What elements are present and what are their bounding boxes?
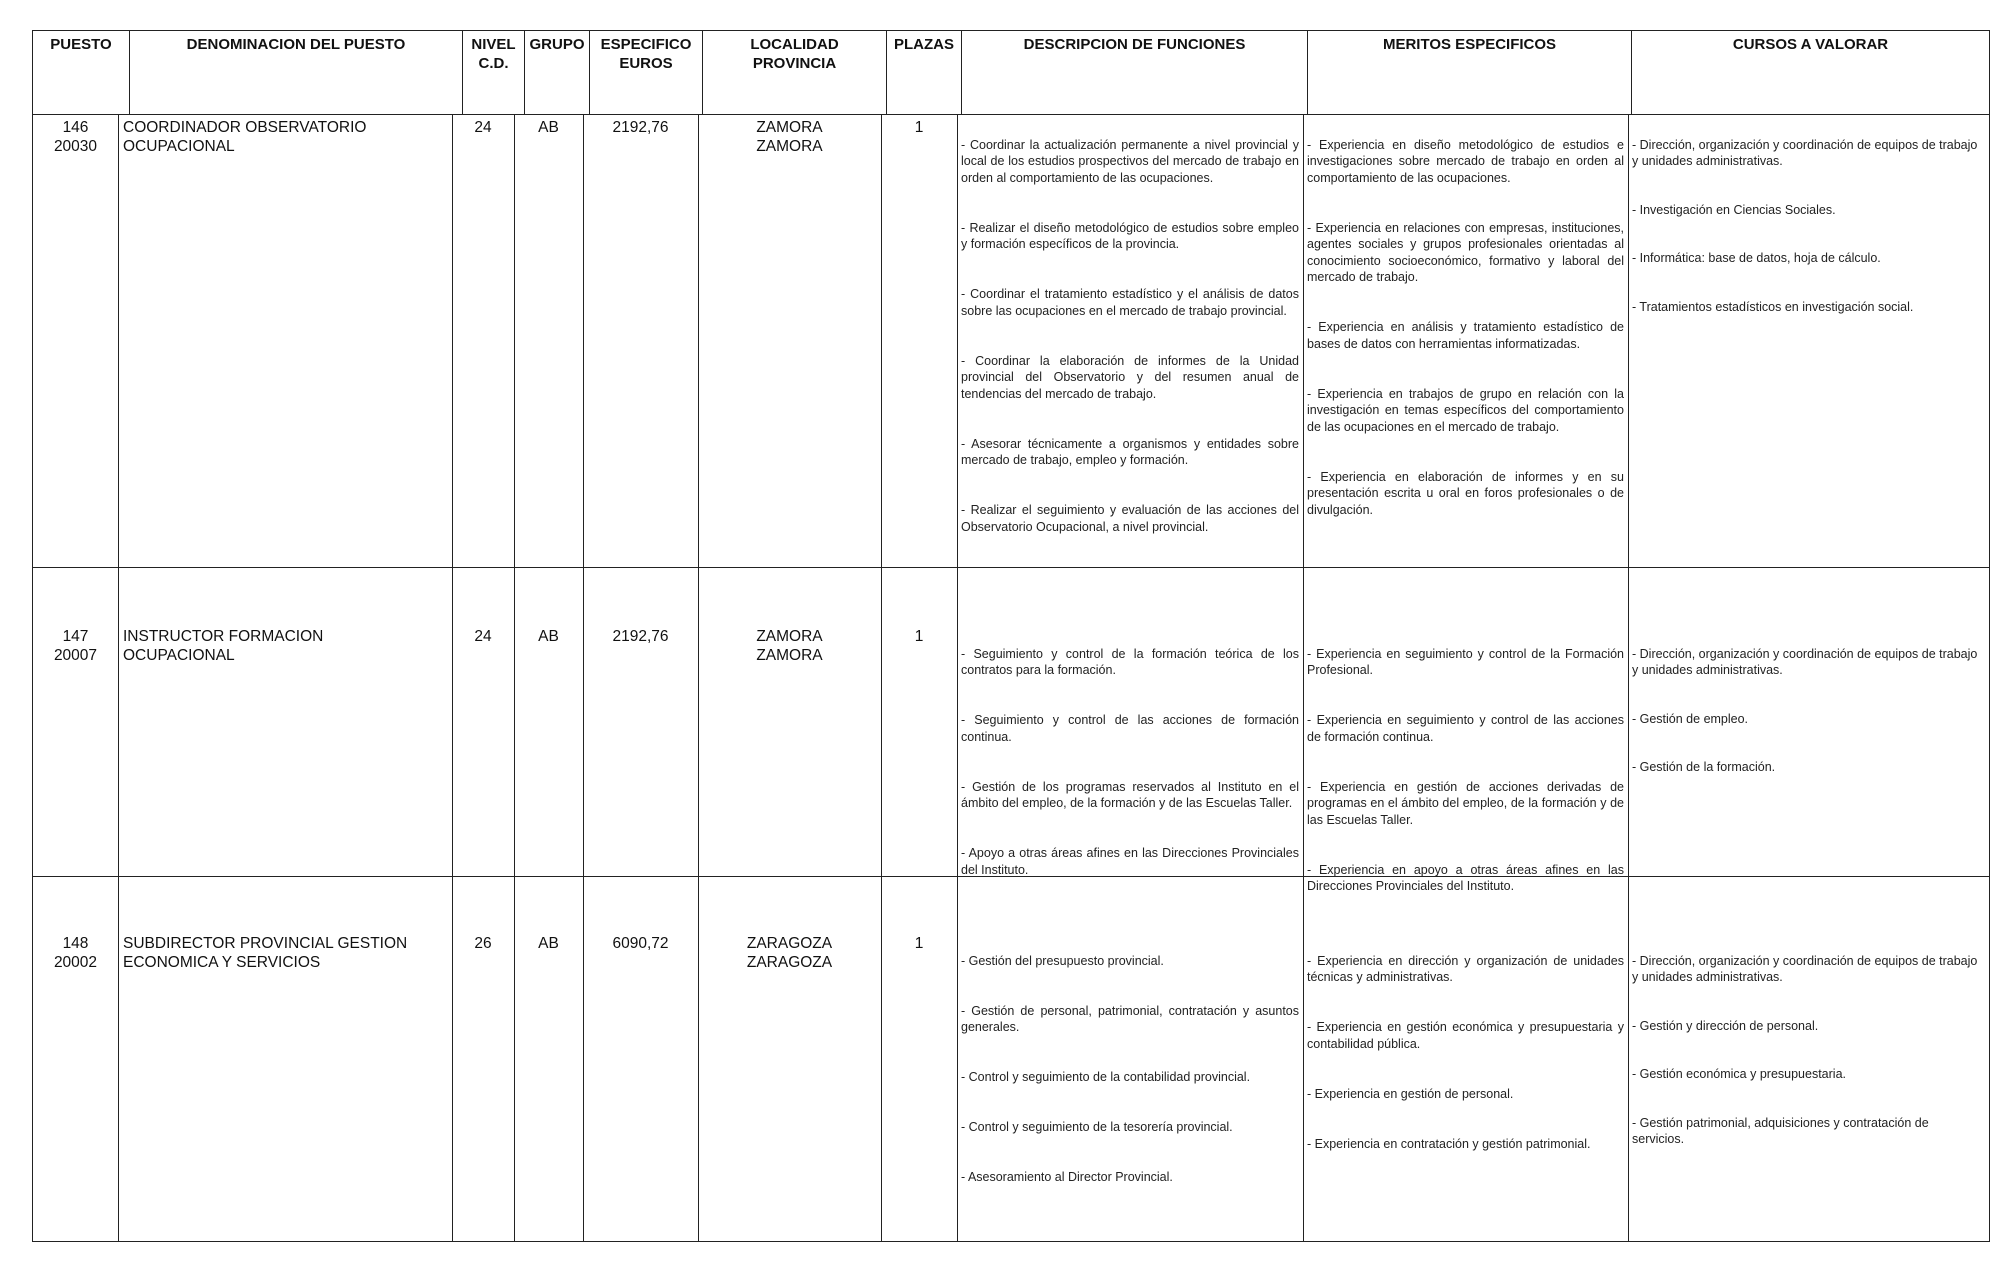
row-meritos	[1307, 120, 1624, 552]
funcion-item: - Coordinar el tratamiento estadístico y el análisis de datos sobre las ocupaciones en el mercado de trabajo provincial.	[961, 287, 1299, 318]
row-puesto: 146 20030	[53, 119, 98, 155]
row-plazas: 1	[914, 119, 924, 136]
funcion-item: - Realizar el seguimiento y evaluación de las acciones del Observatorio Ocupacional, a nivel provincial.	[961, 503, 1299, 534]
merito-item: - Experiencia en relaciones con empresas, instituciones, agentes sociales y grupos profesionales orientadas al conocimiento socioeconómico, formativo y laboral del mercado de trabajo.	[1307, 220, 1624, 284]
row-meritos	[1307, 936, 1624, 1186]
merito-item: - Experiencia en seguimiento y control de las acciones de formación continua.	[1307, 713, 1624, 744]
header-especifico: ESPECIFICO EUROS	[590, 31, 703, 115]
merito-item: - Experiencia en análisis y tratamiento estadístico de bases de datos con herramientas informatizadas.	[1307, 320, 1624, 351]
row-meritos	[1307, 629, 1624, 928]
row-especifico: 2192,76	[612, 119, 669, 136]
header-denominacion: DENOMINACION DEL PUESTO	[130, 31, 463, 115]
curso-item: - Dirección, organización y coordinación de equipos de trabajo y unidades administrativas.	[1632, 646, 1978, 677]
curso-item: - Dirección, organización y coordinación de equipos de trabajo y unidades administrativas.	[1632, 137, 1978, 168]
row-nivel: 24	[474, 628, 492, 645]
header-meritos: MERITOS ESPECIFICOS	[1308, 31, 1632, 115]
row-nivel: 26	[474, 935, 492, 952]
funcion-item: - Seguimiento y control de las acciones de formación continua.	[961, 713, 1299, 744]
row-puesto: 148 20002	[53, 935, 98, 971]
row-localidad: ZAMORA ZAMORA	[756, 119, 823, 155]
funcion-item: - Asesoramiento al Director Provincial.	[961, 1170, 1173, 1184]
curso-item: - Dirección, organización y coordinación de equipos de trabajo y unidades administrativas.	[1632, 953, 1978, 984]
curso-item: - Gestión patrimonial, adquisiciones y contratación de servicios.	[1632, 1115, 1929, 1146]
merito-item: - Experiencia en gestión de personal.	[1307, 1086, 1514, 1101]
curso-item: - Gestión de la formación.	[1632, 760, 1776, 774]
curso-item: - Informática: base de datos, hoja de cálculo.	[1632, 251, 1881, 265]
row-especifico: 6090,72	[612, 935, 669, 952]
row-grupo: AB	[538, 935, 559, 952]
merito-item: - Experiencia en trabajos de grupo en relación con la investigación en temas específicos del comportamiento de las ocupaciones en el mercado de trabajo.	[1307, 386, 1624, 434]
row-especifico: 2192,76	[612, 628, 669, 645]
header-grupo: GRUPO	[525, 31, 590, 115]
funcion-item: - Apoyo a otras áreas afines en las Direcciones Provinciales del Instituto.	[961, 846, 1299, 877]
funcion-item: - Realizar el diseño metodológico de estudios sobre empleo y formación específicos de la provincia.	[961, 220, 1299, 251]
merito-item: - Experiencia en seguimiento y control de la Formación Profesional.	[1307, 646, 1624, 677]
row-nivel: 24	[474, 119, 492, 136]
row-puesto: 147 20007	[53, 628, 98, 664]
row-cursos	[1632, 629, 1984, 808]
curso-item: - Gestión de empleo.	[1632, 711, 1749, 726]
funcion-item: - Coordinar la actualización permanente a nivel provincial y local de los estudios prospectivos del mercado de trabajo en orden al comportamiento de las ocupaciones.	[961, 137, 1299, 185]
merito-item: - Experiencia en diseño metodológico de estudios e investigaciones sobre mercado de trabajo en orden al comportamiento de las ocupaciones.	[1307, 137, 1624, 185]
header-plazas: PLAZAS	[887, 31, 962, 115]
funcion-item: - Gestión de personal, patrimonial, contratación y asuntos generales.	[961, 1003, 1299, 1034]
header-nivel: NIVEL C.D.	[463, 31, 525, 115]
curso-item: - Investigación en Ciencias Sociales.	[1632, 202, 1836, 217]
funcion-item: - Seguimiento y control de la formación teórica de los contratos para la formación.	[961, 646, 1299, 677]
merito-item: - Experiencia en contratación y gestión patrimonial.	[1307, 1136, 1591, 1151]
row-grupo: AB	[538, 119, 559, 136]
merito-item: - Experiencia en dirección y organización de unidades técnicas y administrativas.	[1307, 953, 1624, 984]
curso-item: - Gestión y dirección de personal.	[1632, 1018, 1819, 1033]
funcion-item: - Control y seguimiento de la tesorería provincial.	[961, 1120, 1233, 1134]
merito-item: - Experiencia en apoyo a otras áreas afines en las Direcciones Provinciales del Instituto.	[1307, 862, 1624, 893]
row-funciones	[961, 936, 1299, 1219]
funcion-item: - Control y seguimiento de la contabilidad provincial.	[961, 1070, 1251, 1084]
curso-item: - Gestión económica y presupuestaria.	[1632, 1067, 1846, 1081]
merito-item: - Experiencia en gestión económica y presupuestaria y contabilidad pública.	[1307, 1020, 1624, 1051]
funcion-item: - Gestión de los programas reservados al Instituto en el ámbito del empleo, de la formación y de las Escuelas Taller.	[961, 779, 1299, 810]
header-descripcion: DESCRIPCION DE FUNCIONES	[962, 31, 1308, 115]
header-localidad: LOCALIDAD PROVINCIA	[703, 31, 887, 115]
curso-item: - Tratamientos estadísticos en investigación social.	[1632, 299, 1914, 314]
row-denominacion: COORDINADOR OBSERVATORIO OCUPACIONAL	[123, 119, 367, 155]
row-denominacion: INSTRUCTOR FORMACION OCUPACIONAL	[123, 628, 324, 664]
row-funciones	[961, 120, 1299, 569]
row-cursos	[1632, 120, 1984, 347]
merito-item: - Experiencia en elaboración de informes y en su presentación escrita u oral en foros profesionales o de divulgación.	[1307, 469, 1624, 517]
funcion-item: - Coordinar la elaboración de informes de la Unidad provincial del Observatorio y del resumen anual de tendencias del mercado de trabajo.	[961, 353, 1299, 401]
job-positions-table	[32, 30, 1990, 1242]
row-funciones	[961, 629, 1299, 912]
row-denominacion: SUBDIRECTOR PROVINCIAL GESTION ECONOMICA Y SERVICIOS	[123, 935, 408, 971]
merito-item: - Experiencia en gestión de acciones derivadas de programas en el ámbito del empleo, de la formación y de las Escuelas Taller.	[1307, 779, 1624, 827]
row-plazas: 1	[914, 935, 924, 952]
row-plazas: 1	[914, 628, 924, 645]
row-localidad: ZAMORA ZAMORA	[756, 628, 823, 664]
funcion-item: - Asesorar técnicamente a organismos y entidades sobre mercado de trabajo, empleo y formación.	[961, 436, 1299, 467]
funcion-item: - Gestión del presupuesto provincial.	[961, 953, 1164, 968]
header-puesto: PUESTO	[33, 31, 130, 115]
header-cursos: CURSOS A VALORAR	[1632, 31, 1989, 115]
row-cursos	[1632, 936, 1984, 1180]
row-grupo: AB	[538, 628, 559, 645]
row-localidad: ZARAGOZA ZARAGOZA	[746, 935, 833, 971]
